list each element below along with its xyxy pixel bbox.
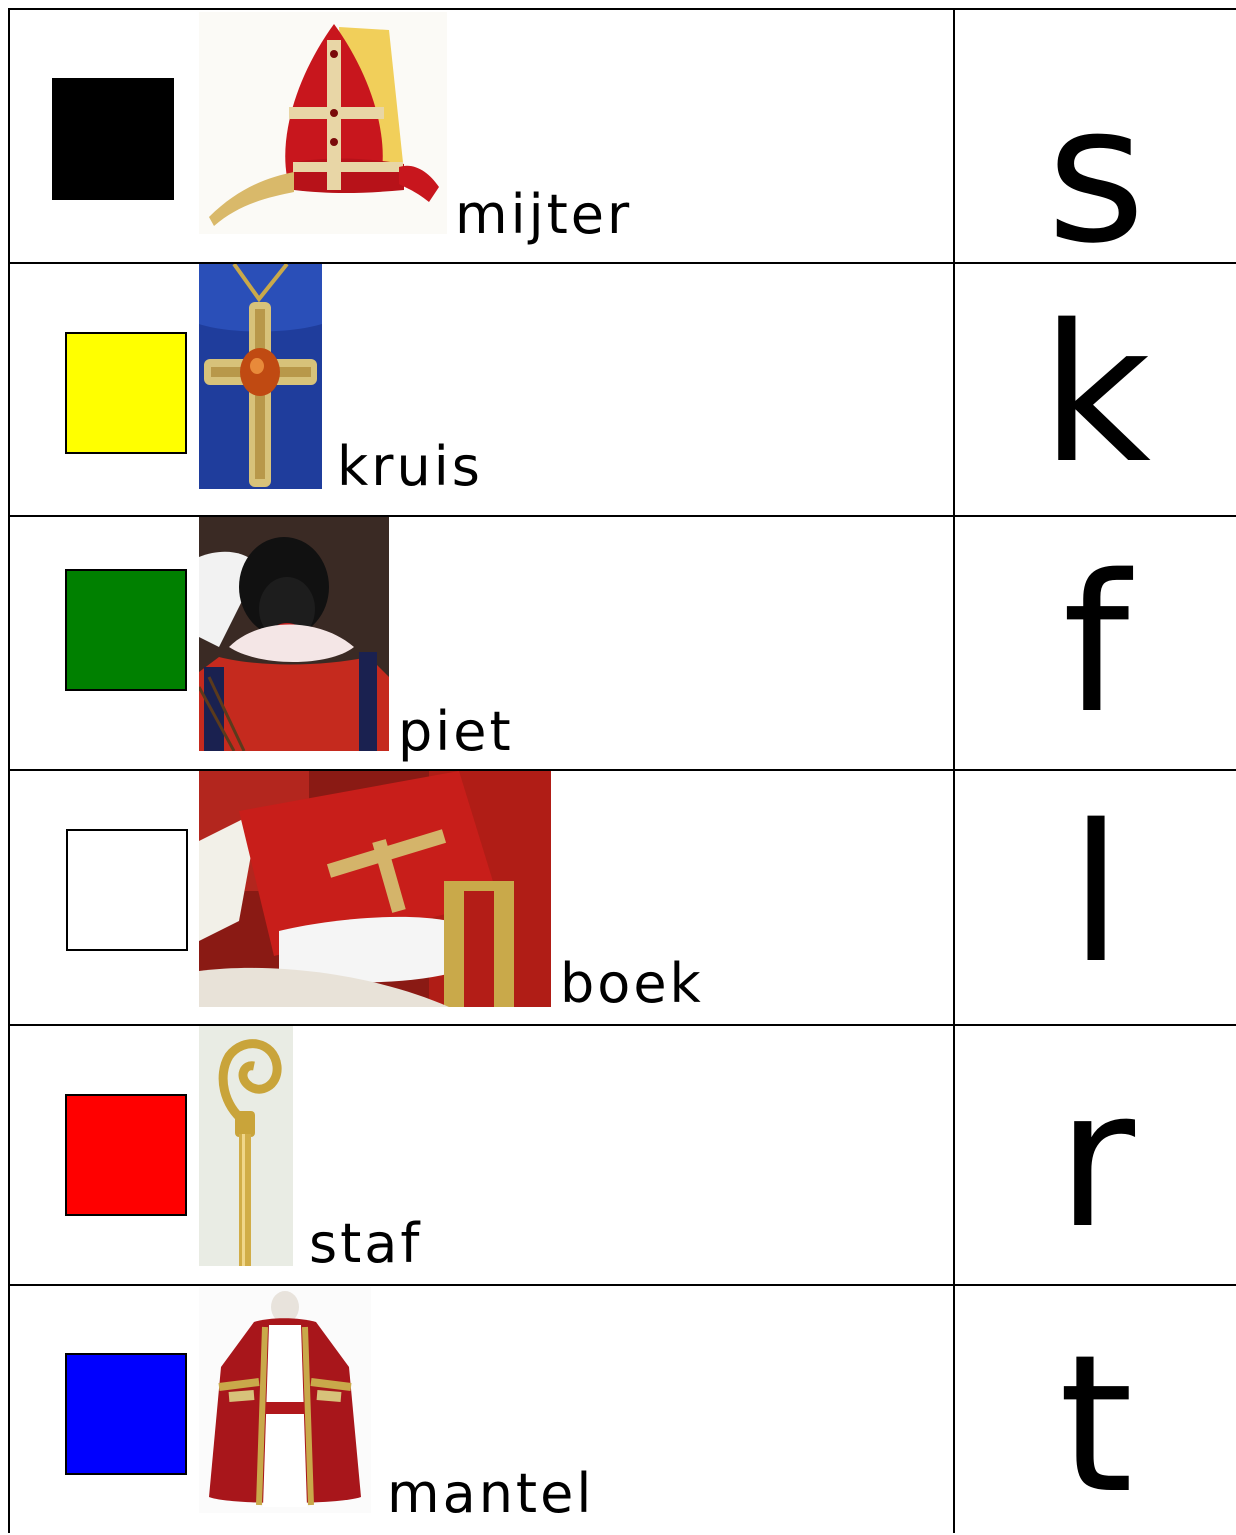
word-label: mantel bbox=[387, 1462, 595, 1525]
word-label: staf bbox=[309, 1212, 423, 1275]
table-border-top bbox=[8, 8, 1236, 10]
letter-cell: s bbox=[1046, 64, 1146, 285]
cross-pendant-picture bbox=[199, 264, 322, 489]
letter-cell: f bbox=[1062, 534, 1130, 755]
word-label: boek bbox=[560, 952, 704, 1015]
piet-picture bbox=[199, 517, 389, 751]
color-swatch-blue bbox=[65, 1353, 187, 1475]
letter-cell: k bbox=[1040, 284, 1152, 505]
book-picture bbox=[199, 771, 551, 1007]
table-border-left bbox=[8, 8, 10, 1533]
color-swatch-yellow bbox=[65, 332, 187, 454]
color-swatch-red bbox=[65, 1094, 187, 1216]
color-swatch-black bbox=[52, 78, 174, 200]
color-swatch-green bbox=[65, 569, 187, 691]
color-swatch-white bbox=[66, 829, 188, 951]
row-divider bbox=[8, 769, 1236, 771]
word-label: piet bbox=[398, 700, 514, 763]
letter-cell: t bbox=[1058, 1314, 1134, 1535]
mitre-picture bbox=[199, 12, 447, 234]
word-label: kruis bbox=[337, 435, 483, 498]
cloak-picture bbox=[199, 1287, 371, 1513]
crosier-picture bbox=[199, 1026, 293, 1266]
word-label: mijter bbox=[455, 183, 633, 246]
row-divider bbox=[8, 1284, 1236, 1286]
column-divider bbox=[953, 8, 955, 1533]
row-divider bbox=[8, 1024, 1236, 1026]
letter-cell: r bbox=[1056, 1049, 1136, 1270]
row-divider bbox=[8, 515, 1236, 517]
letter-cell: l bbox=[1069, 784, 1123, 1005]
